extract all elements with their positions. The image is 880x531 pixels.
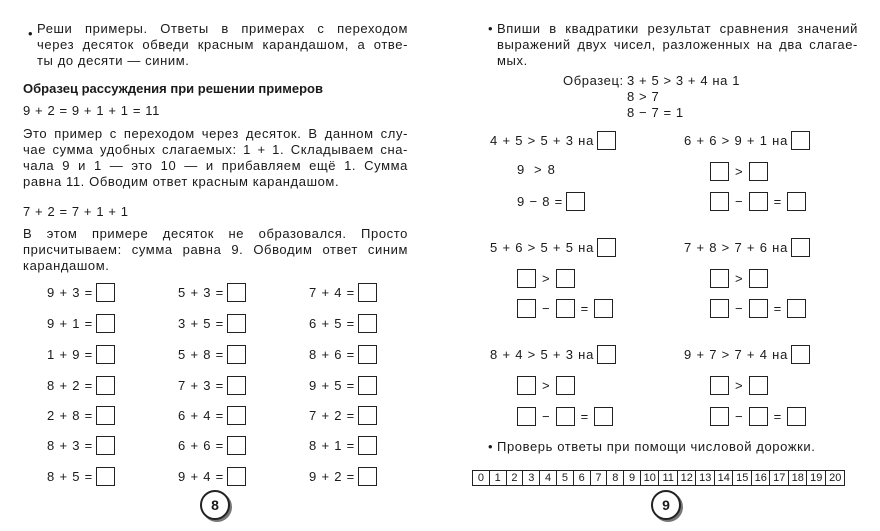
exercise-answer-box[interactable]: [358, 283, 377, 302]
task-5-answer-box[interactable]: [597, 345, 616, 364]
right-instruction-line-3: мых.: [497, 53, 528, 68]
task-1-compare-row: [517, 162, 559, 177]
exercise-answer-box[interactable]: [96, 467, 115, 486]
exercise-answer-box[interactable]: [358, 314, 377, 333]
section-heading: Образец рассуждения при решении примеров: [23, 81, 323, 96]
task-4-minus-sign: −: [735, 301, 743, 316]
sample-line-1: 3 + 5 > 3 + 4 на 1: [627, 73, 741, 88]
exercise-row: [47, 467, 115, 486]
explain-2-line-1: В этом примере десяток не образовался. Просто: [23, 226, 408, 241]
task-5-compare-left-box[interactable]: [517, 376, 536, 395]
exercise-expression: 8 + 6 =: [309, 347, 356, 362]
task-2-expression: 6 + 6 > 9 + 1 на: [684, 133, 789, 148]
task-2-equals-sign: =: [773, 194, 782, 209]
task-4-subtrahend-box[interactable]: [749, 299, 768, 318]
exercise-answer-box[interactable]: [227, 376, 246, 395]
explain-1-line-4: равна 11. Обводим ответ красным карандашом.: [23, 174, 340, 189]
exercise-expression: 6 + 4 =: [178, 408, 225, 423]
task-1-diff-answer-box[interactable]: [566, 192, 585, 211]
left-bullet: •: [28, 26, 33, 41]
exercise-answer-box[interactable]: [96, 314, 115, 333]
exercise-row: [309, 376, 377, 395]
number-track-cell: 20: [829, 472, 842, 484]
number-track-cell: 9: [624, 471, 641, 485]
explain-1-line-2: чае сумма удобных слагаемых: 1 + 1. Складываем сна-: [23, 142, 408, 157]
exercise-row: [47, 436, 115, 455]
task-3-subtrahend-box[interactable]: [556, 299, 575, 318]
task-4-expression: 7 + 8 > 7 + 6 на: [684, 240, 789, 255]
exercise-expression: 8 + 2 =: [47, 378, 94, 393]
task-3-greater-sign: >: [542, 271, 550, 286]
task-6-diff-row: [710, 407, 806, 426]
task-5-minus-sign: −: [542, 409, 550, 424]
number-track-cell: 14: [715, 471, 734, 485]
exercise-answer-box[interactable]: [227, 467, 246, 486]
exercise-answer-box[interactable]: [96, 406, 115, 425]
explain-2-line-2: присчитываем: сумма равна 9. Обводим ответ синим: [23, 242, 408, 257]
sample-label: Образец:: [563, 73, 624, 88]
number-track-cell: 0: [473, 471, 490, 485]
task-5-minuend-box[interactable]: [517, 407, 536, 426]
exercise-row: [178, 376, 246, 395]
task-3-expression-row: [490, 238, 616, 257]
task-5-diff-row: [517, 407, 613, 426]
exercise-row: [47, 283, 115, 302]
exercise-expression: 9 + 4 =: [178, 469, 225, 484]
task-3-expression: 5 + 6 > 5 + 5 на: [490, 240, 595, 255]
left-instruction-line-1: Реши примеры. Ответы в примерах с переходом: [37, 21, 408, 36]
left-instruction-line-2: через десяток обведи красным карандашом, а отве-: [37, 37, 408, 52]
task-3-compare-right-box[interactable]: [556, 269, 575, 288]
exercise-answer-box[interactable]: [358, 376, 377, 395]
exercise-row: [178, 406, 246, 425]
task-4-compare-row: [710, 269, 768, 288]
task-4-compare-right-box[interactable]: [749, 269, 768, 288]
number-track-cell: 13: [696, 471, 715, 485]
exercise-row: [309, 283, 377, 302]
task-6-compare-right-box[interactable]: [749, 376, 768, 395]
task-2-diff-row: [710, 192, 806, 211]
exercise-answer-box[interactable]: [227, 345, 246, 364]
number-track-cell: 10: [641, 471, 660, 485]
exercise-expression: 2 + 8 =: [47, 408, 94, 423]
task-1-compare-right: 8: [547, 162, 556, 177]
exercise-answer-box[interactable]: [227, 406, 246, 425]
exercise-row: [178, 314, 246, 333]
exercise-answer-box[interactable]: [227, 436, 246, 455]
task-1-compare-sign: >: [534, 162, 542, 177]
task-2-compare-left-box[interactable]: [710, 162, 729, 181]
number-track-cell: 16: [752, 471, 771, 485]
task-2-expression-row: [684, 131, 810, 150]
task-2-greater-sign: >: [735, 164, 743, 179]
right-instruction-line-2: выражений двух чисел, разложенных на два слагае-: [497, 37, 858, 52]
exercise-row: [309, 406, 377, 425]
number-track-cell: 2: [507, 471, 524, 485]
task-4-equals-sign: =: [773, 301, 782, 316]
task-5-difference-box[interactable]: [594, 407, 613, 426]
task-1-expression: 4 + 5 > 5 + 3 на: [490, 133, 595, 148]
check-bullet: •: [488, 439, 493, 454]
task-4-minuend-box[interactable]: [710, 299, 729, 318]
exercise-expression: 5 + 3 =: [178, 285, 225, 300]
task-5-greater-sign: >: [542, 378, 550, 393]
task-1-answer-box[interactable]: [597, 131, 616, 150]
task-3-minus-sign: −: [542, 301, 550, 316]
task-1-expression-row: [490, 131, 616, 150]
task-4-difference-box[interactable]: [787, 299, 806, 318]
exercise-row: [309, 436, 377, 455]
exercise-answer-box[interactable]: [96, 345, 115, 364]
left-instruction-line-3: ты до десяти — синим.: [37, 53, 190, 68]
task-2-subtrahend-box[interactable]: [749, 192, 768, 211]
exercise-answer-box[interactable]: [96, 376, 115, 395]
exercise-expression: 8 + 1 =: [309, 438, 356, 453]
exercise-row: [47, 314, 115, 333]
task-6-expression: 9 + 7 > 7 + 4 на: [684, 347, 789, 362]
exercise-expression: 7 + 4 =: [309, 285, 356, 300]
number-track-cell: 19: [807, 471, 826, 485]
exercise-row: [47, 376, 115, 395]
right-bullet: •: [488, 21, 493, 36]
exercise-row: [178, 283, 246, 302]
task-2-minuend-box[interactable]: [710, 192, 729, 211]
exercise-answer-box[interactable]: [358, 436, 377, 455]
task-1-compare-left: 9: [517, 162, 526, 177]
number-track-cell: 15: [733, 471, 752, 485]
task-2-difference-box[interactable]: [787, 192, 806, 211]
exercise-expression: 5 + 8 =: [178, 347, 225, 362]
task-6-equals-sign: =: [773, 409, 782, 424]
exercise-expression: 1 + 9 =: [47, 347, 94, 362]
exercise-expression: 9 + 3 =: [47, 285, 94, 300]
number-track-cell: 6: [574, 471, 591, 485]
task-6-minus-sign: −: [735, 409, 743, 424]
exercise-expression: 3 + 5 =: [178, 316, 225, 331]
exercise-row: [178, 467, 246, 486]
task-3-minuend-box[interactable]: [517, 299, 536, 318]
exercise-answer-box[interactable]: [96, 283, 115, 302]
left-page-number: 8: [200, 490, 230, 520]
exercise-answer-box[interactable]: [227, 283, 246, 302]
exercise-answer-box[interactable]: [358, 406, 377, 425]
task-3-compare-row: [517, 269, 575, 288]
number-track-cell: 3: [523, 471, 540, 485]
task-4-answer-box[interactable]: [791, 238, 810, 257]
number-track-cell: 18: [789, 471, 808, 485]
exercise-expression: 9 + 5 =: [309, 378, 356, 393]
task-3-equals-sign: =: [580, 301, 589, 316]
task-5-subtrahend-box[interactable]: [556, 407, 575, 426]
task-5-compare-right-box[interactable]: [556, 376, 575, 395]
example-1: 9 + 2 = 9 + 1 + 1 = 11: [23, 103, 160, 118]
task-1-diff-expression: 9 − 8 =: [517, 194, 564, 209]
task-5-equals-sign: =: [580, 409, 589, 424]
exercise-row: [309, 314, 377, 333]
number-track-cell: 8: [607, 471, 624, 485]
exercise-expression: 8 + 3 =: [47, 438, 94, 453]
right-page-number: 9: [651, 490, 681, 520]
right-instruction-line-1: Впиши в квадратики результат сравнения значений: [497, 21, 858, 36]
explain-1-line-1: Это пример с переходом через десяток. В данном слу-: [23, 126, 408, 141]
exercise-expression: 9 + 2 =: [309, 469, 356, 484]
exercise-expression: 7 + 3 =: [178, 378, 225, 393]
number-track: [472, 470, 845, 486]
exercise-expression: 9 + 1 =: [47, 316, 94, 331]
exercise-row: [47, 406, 115, 425]
task-2-compare-row: [710, 162, 768, 181]
number-track-cell: 1: [490, 471, 507, 485]
task-5-expression-row: [490, 345, 616, 364]
task-6-expression-row: [684, 345, 810, 364]
task-5-expression: 8 + 4 > 5 + 3 на: [490, 347, 595, 362]
exercise-answer-box[interactable]: [358, 467, 377, 486]
explain-1-line-3: чала 9 и 1 — это 10 — и прибавляем ещё 1. Сумма: [23, 158, 408, 173]
explain-2-line-3: карандашом.: [23, 258, 110, 273]
task-6-compare-row: [710, 376, 768, 395]
number-track-cell: 11: [659, 471, 678, 485]
task-3-diff-row: [517, 299, 613, 318]
sample-line-3: 8 − 7 = 1: [627, 105, 684, 120]
exercise-expression: 7 + 2 =: [309, 408, 356, 423]
example-2: 7 + 2 = 7 + 1 + 1: [23, 204, 129, 219]
exercise-row: [178, 345, 246, 364]
task-6-minuend-box[interactable]: [710, 407, 729, 426]
exercise-answer-box[interactable]: [227, 314, 246, 333]
task-4-greater-sign: >: [735, 271, 743, 286]
task-6-subtrahend-box[interactable]: [749, 407, 768, 426]
task-6-answer-box[interactable]: [791, 345, 810, 364]
number-track-cell: 7: [591, 471, 608, 485]
task-3-compare-left-box[interactable]: [517, 269, 536, 288]
task-4-expression-row: [684, 238, 810, 257]
task-5-compare-row: [517, 376, 575, 395]
task-2-answer-box[interactable]: [791, 131, 810, 150]
task-3-difference-box[interactable]: [594, 299, 613, 318]
check-instruction: Проверь ответы при помощи числовой дорожки.: [497, 439, 816, 454]
number-track-cell: 4: [540, 471, 557, 485]
exercise-row: [178, 436, 246, 455]
number-track-cell: 12: [678, 471, 697, 485]
exercise-expression: 6 + 5 =: [309, 316, 356, 331]
exercise-row: [309, 345, 377, 364]
number-track-cell: 17: [770, 471, 789, 485]
exercise-row: [47, 345, 115, 364]
exercise-row: [309, 467, 377, 486]
task-2-minus-sign: −: [735, 194, 743, 209]
exercise-answer-box[interactable]: [358, 345, 377, 364]
task-6-compare-left-box[interactable]: [710, 376, 729, 395]
task-6-difference-box[interactable]: [787, 407, 806, 426]
sample-line-2: 8 > 7: [627, 89, 660, 104]
exercise-expression: 8 + 5 =: [47, 469, 94, 484]
task-2-compare-right-box[interactable]: [749, 162, 768, 181]
exercise-expression: 6 + 6 =: [178, 438, 225, 453]
task-4-diff-row: [710, 299, 806, 318]
exercise-answer-box[interactable]: [96, 436, 115, 455]
task-1-diff-row: [517, 192, 585, 211]
task-3-answer-box[interactable]: [597, 238, 616, 257]
number-track-cell: 5: [557, 471, 574, 485]
task-4-compare-left-box[interactable]: [710, 269, 729, 288]
task-6-greater-sign: >: [735, 378, 743, 393]
